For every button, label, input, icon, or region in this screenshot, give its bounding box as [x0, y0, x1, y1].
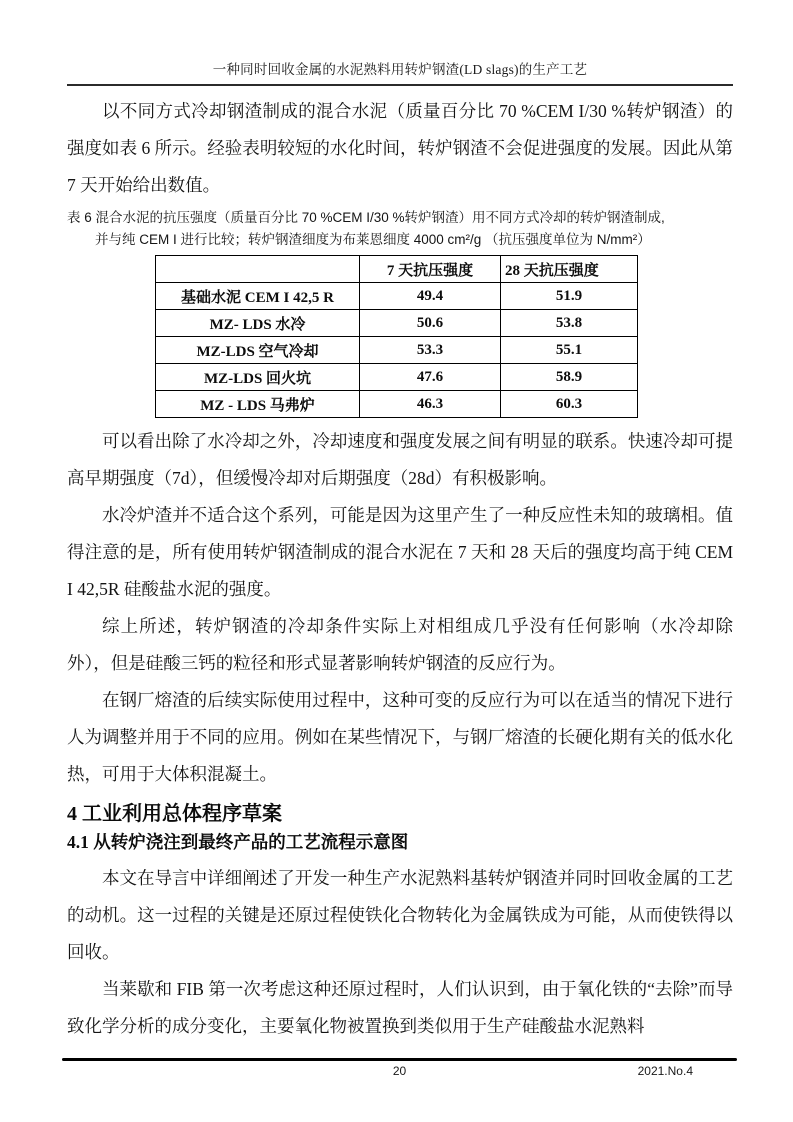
footer-rule [62, 1058, 737, 1061]
value-28day: 53.8 [501, 310, 638, 337]
paragraph-application: 在钢厂熔渣的后续实际使用过程中，这种可变的反应行为可以在适当的情况下进行人为调整并用于不同的应用。例如在某些情况下，与钢厂熔渣的长硬化期有关的低水化热，可用于大体积混凝土。 [67, 690, 733, 784]
compressive-strength-table [155, 255, 638, 418]
value-7day: 49.4 [360, 283, 501, 310]
header-cell-empty [156, 256, 360, 283]
header-rule [67, 84, 733, 86]
footer-row [62, 1064, 737, 1078]
value-28day: 60.3 [501, 391, 638, 418]
table-row [156, 283, 638, 310]
value-28day: 51.9 [501, 283, 638, 310]
header-cell-28day: 28 天抗压强度 [501, 256, 638, 283]
section-heading-4: 4 工业利用总体程序草案 [67, 803, 282, 825]
value-7day: 53.3 [360, 337, 501, 364]
value-28day: 55.1 [501, 337, 638, 364]
table-row [156, 310, 638, 337]
value-7day: 47.6 [360, 364, 501, 391]
table-caption [67, 207, 733, 251]
table-row [156, 364, 638, 391]
page-body [67, 93, 733, 1045]
header-cell-7day: 7 天抗压强度 [360, 256, 501, 283]
page-number: 20 [392, 1063, 407, 1078]
paragraph-glass-phase: 水冷炉渣并不适合这个系列，可能是因为这里产生了一种反应性未知的玻璃相。值得注意的是，所有使用转炉钢渣制成的混合水泥在 7 天和 28 天后的强度均高于纯 CEM I 42,5R 硅酸盐水泥的强度。 [67, 505, 733, 599]
page-footer [62, 1058, 737, 1078]
table-row [156, 337, 638, 364]
table-caption-line2: 并与纯 CEM I 进行比较；转炉钢渣细度为布莱恩细度 4000 cm²/g （抗压强度单位为 N/mm²） [95, 232, 651, 247]
running-title: 一种同时回收金属的水泥熟料用转炉钢渣(LD slags)的生产工艺 [212, 62, 588, 77]
value-7day: 50.6 [360, 310, 501, 337]
subsection-heading-4-1: 4.1 从转炉浇注到最终产品的工艺流程示意图 [67, 832, 409, 852]
paragraph-motivation: 本文在导言中详细阐述了开发一种生产水泥熟料基转炉钢渣并同时回收金属的工艺的动机。这一过程的关键是还原过程使铁化合物转化为金属铁成为可能，从而使铁得以回收。 [67, 868, 733, 962]
paragraph-cooling-link: 可以看出除了水冷却之外，冷却速度和强度发展之间有明显的联系。快速冷却可提高早期强度（7d），但缓慢冷却对后期强度（28d）有积极影响。 [67, 431, 733, 488]
row-label: MZ - LDS 马弗炉 [156, 391, 360, 418]
row-label: MZ-LDS 空气冷却 [156, 337, 360, 364]
paragraph-summary: 综上所述，转炉钢渣的冷却条件实际上对相组成几乎没有任何影响（水冷却除外），但是硅酸三钙的粒径和形式显著影响转炉钢渣的反应行为。 [67, 616, 733, 673]
paragraph-loesche-fib: 当莱歇和 FIB 第一次考虑这种还原过程时，人们认识到，由于氧化铁的“去除”而导致化学分析的成分变化，主要氧化物被置换到类似用于生产硅酸盐水泥熟料 [67, 979, 733, 1036]
issue-number: 2021.No.4 [637, 1063, 693, 1078]
value-28day: 58.9 [501, 364, 638, 391]
table-caption-line1: 表 6 混合水泥的抗压强度（质量百分比 70 %CEM I/30 %转炉钢渣）用不同方式冷却的转炉钢渣制成, [67, 210, 665, 225]
row-label: MZ-LDS 回火坑 [156, 364, 360, 391]
table-header-row [156, 256, 638, 283]
row-label: 基础水泥 CEM I 42,5 R [156, 283, 360, 310]
row-label: MZ- LDS 水冷 [156, 310, 360, 337]
paragraph-intro: 以不同方式冷却钢渣制成的混合水泥（质量百分比 70 %CEM I/30 %转炉钢渣）的强度如表 6 所示。经验表明较短的水化时间，转炉钢渣不会促进强度的发展。因此从第 7 天开始给出数值。 [67, 101, 733, 195]
value-7day: 46.3 [360, 391, 501, 418]
table-row [156, 391, 638, 418]
page-header [67, 58, 733, 86]
